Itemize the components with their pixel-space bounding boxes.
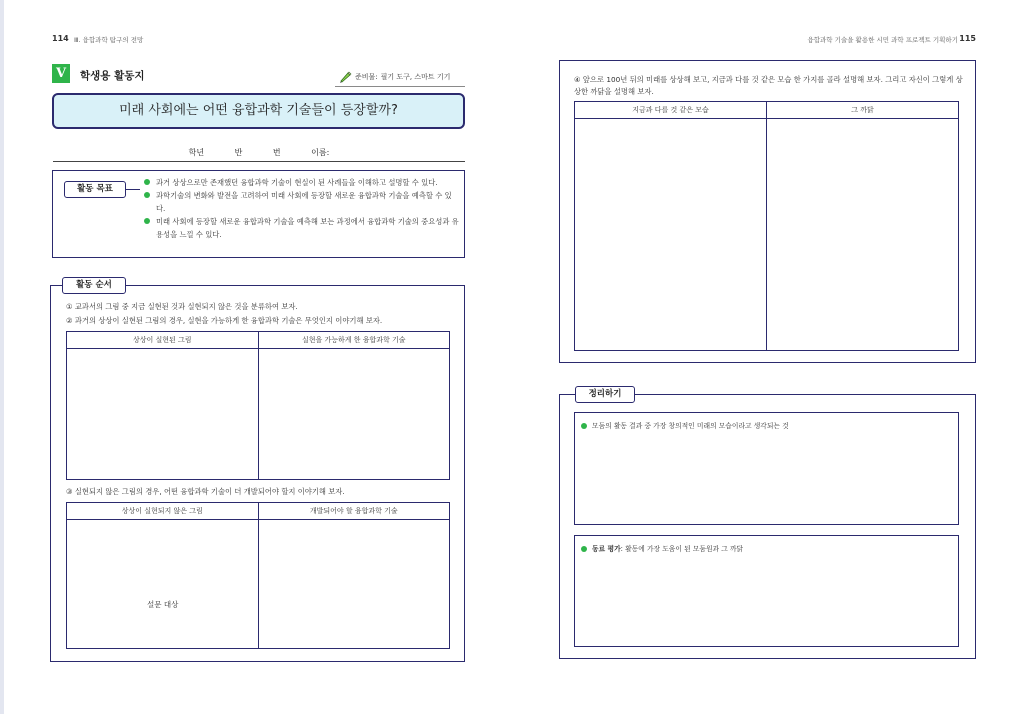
goals-tag: 활동 목표 <box>64 181 126 198</box>
step-1-text: ① 교과서의 그림 중 지금 실현된 것과 실현되지 않은 것을 분류하여 보자. <box>66 302 298 311</box>
table-header: 개발되어야 할 융합과학 기술 <box>258 503 450 520</box>
answer-cell[interactable] <box>67 349 259 480</box>
peer-eval-prompt <box>581 543 743 553</box>
worksheet-title: 미래 사회에는 어떤 융합과학 기술들이 등장할까? <box>52 93 465 129</box>
step-3-text: ③ 실현되지 않은 그림의 경우, 어떤 융합과학 기술이 더 개발되어야 할지 이야기해 보자. <box>66 487 345 496</box>
unit-badge: V <box>52 64 70 83</box>
left-page-number: 114 <box>52 34 69 43</box>
summary-tag: 정리하기 <box>575 386 635 403</box>
materials-items: 필기 도구, 스마트 기기 <box>380 73 451 81</box>
right-page-number: 115 <box>959 34 976 43</box>
bullet-dot-icon <box>144 192 150 198</box>
materials-underline <box>335 86 465 87</box>
step-2-text: ② 과거의 상상이 실현된 그림의 경우, 실현을 가능하게 한 융합과학 기술은 무엇인지 이야기해 보자. <box>66 316 383 325</box>
table-header: 상상이 실현되지 않은 그림 <box>67 503 259 520</box>
left-running-head: Ⅲ. 융합과학 탐구의 전망 <box>74 36 144 44</box>
summary-answer-1[interactable] <box>574 412 959 525</box>
summary-prompt-text: 모둠의 활동 결과 중 가장 창의적인 미래의 모습이라고 생각되는 것 <box>592 422 789 430</box>
step-4-text: ④ 앞으로 100년 뒤의 미래를 상상해 보고, 지금과 다를 것 같은 모습 한 가지를 골라 설명해 보자. 그리고 자신이 그렇게 상상한 까닭을 설명해 보자. <box>574 75 963 96</box>
goal-item <box>144 215 459 241</box>
bullet-dot-icon <box>144 179 150 185</box>
peer-eval-answer[interactable] <box>574 535 959 647</box>
table-realized <box>66 331 450 480</box>
goal-text: 과학기술의 변화와 발전을 고려하여 미래 사회에 등장할 새로운 융합과학 기술을 예측할 수 있다. <box>156 191 452 213</box>
table-header: 실현을 가능하게 한 융합과학 기술 <box>258 332 450 349</box>
goal-item <box>144 189 459 215</box>
page-edge-shade <box>0 0 4 714</box>
table-header: 지금과 다를 것 같은 모습 <box>575 102 767 119</box>
goals-connector <box>126 189 140 190</box>
answer-cell[interactable] <box>575 119 767 351</box>
worksheet-label: 학생용 활동지 <box>80 70 145 82</box>
pencil-icon <box>338 70 352 84</box>
table-future <box>574 101 959 351</box>
peer-eval-text: : 활동에 가장 도움이 된 모둠원과 그 까닭 <box>620 545 744 553</box>
table-header: 그 까닭 <box>767 102 959 119</box>
student-id-line: 학년 반 번 이름: <box>188 148 330 157</box>
right-running-head: 융합과학 기술을 활용한 시민 과학 프로젝트 기획하기 <box>807 36 958 44</box>
answer-cell[interactable] <box>767 119 959 351</box>
goal-text: 과거 상상으로만 존재했던 융합과학 기술이 현실이 된 사례들을 이해하고 설명할 수 있다. <box>156 178 438 187</box>
materials-label: 준비물: <box>355 73 378 81</box>
bullet-dot-icon <box>581 423 587 429</box>
table-unrealized <box>66 502 450 649</box>
answer-cell[interactable] <box>67 520 259 649</box>
goal-text: 미래 사회에 등장할 새로운 융합과학 기술을 예측해 보는 과정에서 융합과학 기술의 중요성과 유용성을 느낄 수 있다. <box>156 217 459 239</box>
steps-tag: 활동 순서 <box>62 277 126 294</box>
answer-cell[interactable] <box>258 520 450 649</box>
answer-cell[interactable] <box>258 349 450 480</box>
goals-list <box>144 176 459 241</box>
student-id-rule <box>53 161 465 162</box>
bullet-dot-icon <box>581 546 587 552</box>
cell-note: 설문 대상 <box>147 599 179 609</box>
bullet-dot-icon <box>144 218 150 224</box>
goal-item <box>144 176 459 189</box>
table-header: 상상이 실현된 그림 <box>67 332 259 349</box>
materials-line <box>338 70 450 84</box>
peer-eval-label: 동료 평가 <box>592 545 621 553</box>
summary-prompt-1 <box>581 420 789 430</box>
